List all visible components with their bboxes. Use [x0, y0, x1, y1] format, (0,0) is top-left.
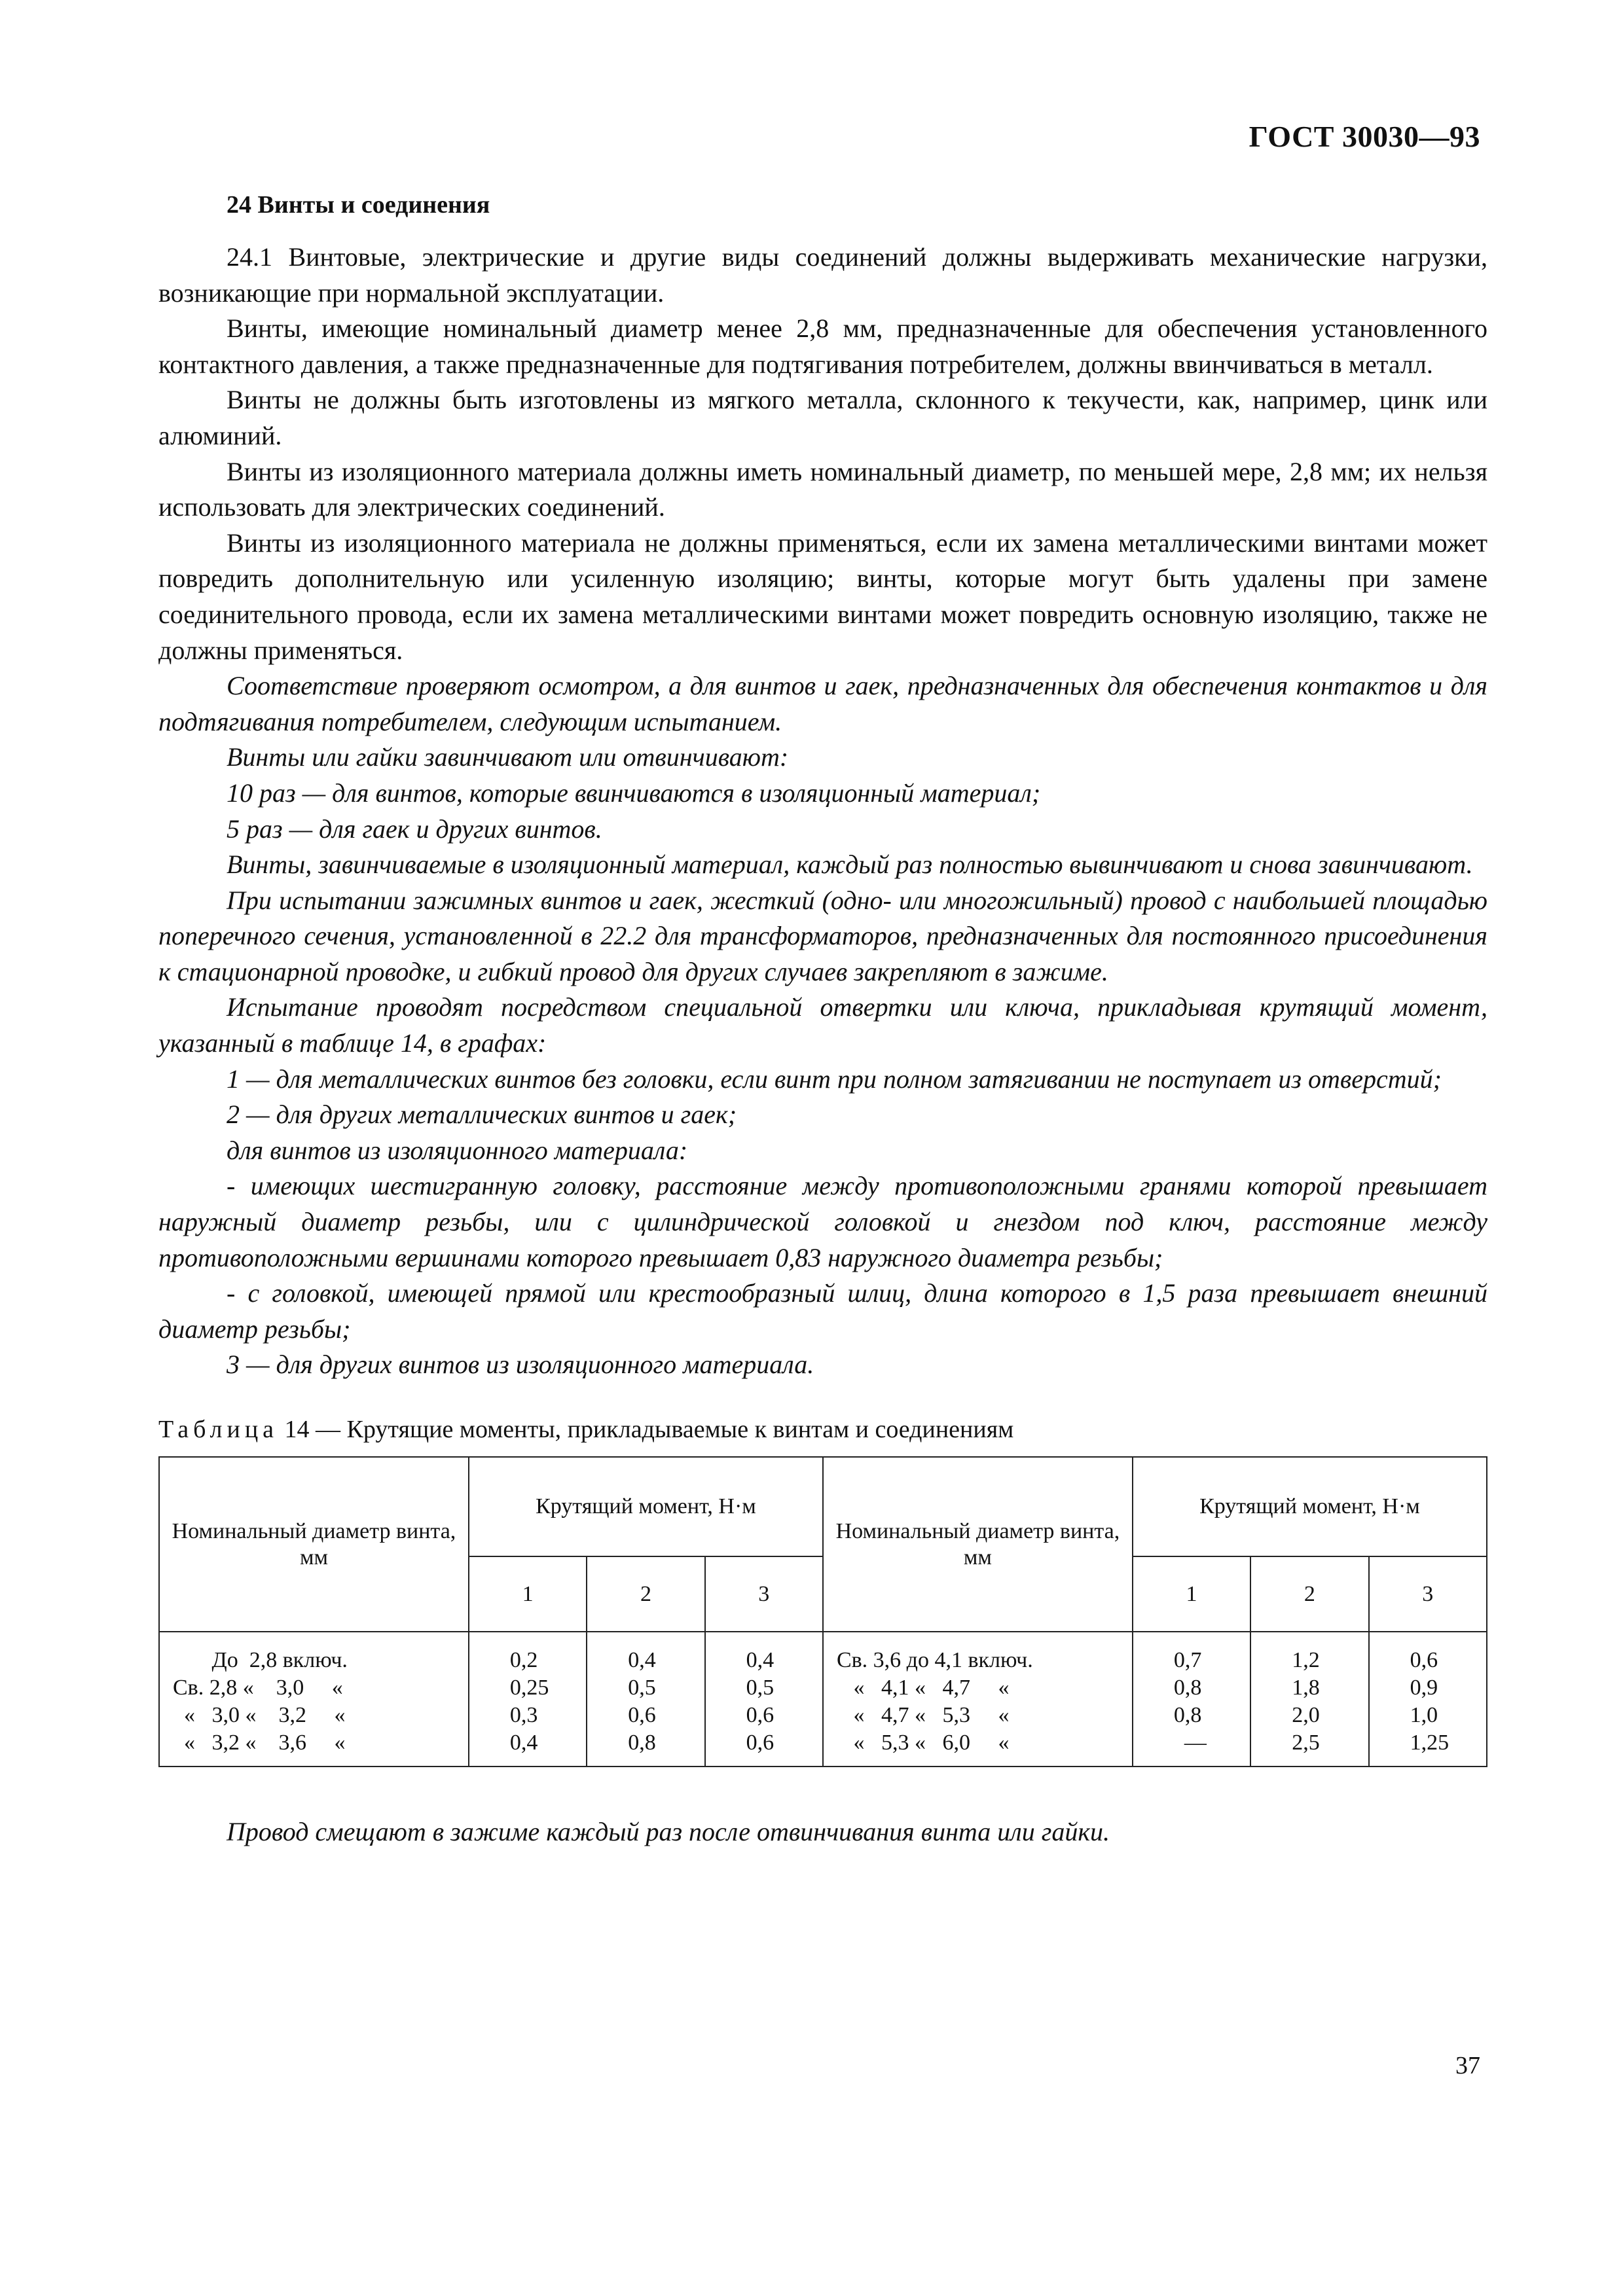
- table-row: [159, 1632, 1487, 1767]
- torque-table: [158, 1456, 1487, 1767]
- paragraph: При испытании зажимных винтов и гаек, жесткий (одно- или многожильный) провод с наибольшей площадью поперечного сечения, установленной в 22.2 для трансформаторов, предназначенных для постоянного присоединения к стационарной проводке, и гибкий провод для других случаев закрепляют в зажиме.: [158, 885, 1487, 986]
- header-col-3: 3: [705, 1556, 823, 1632]
- header-diameter-left: Номинальный диаметр винта, мм: [159, 1457, 469, 1632]
- diameter-value: « 4,7 « 5,3 «: [836, 1703, 1010, 1727]
- page-content: [158, 187, 1487, 1850]
- torque-cell-left-2: [587, 1632, 704, 1767]
- torque-value: 0,4: [509, 1731, 538, 1755]
- torque-value: 1,25: [1410, 1731, 1450, 1755]
- torque-value: 0,5: [628, 1676, 656, 1700]
- footer-note: Провод смещают в зажиме каждый раз после отвинчивания винта или гайки.: [227, 1817, 1110, 1846]
- header-diameter-right: Номинальный диаметр винта, мм: [823, 1457, 1133, 1632]
- table-caption: [158, 1412, 1487, 1447]
- torque-value: 0,9: [1410, 1676, 1438, 1700]
- paragraph: Винты из изоляционного материала должны иметь номинальный диаметр, по меньшей мере, 2,8 мм; их нельзя использовать для электрических соединений.: [158, 456, 1487, 522]
- header-col-2: 2: [587, 1556, 704, 1632]
- paragraph: Винты не должны быть изготовлены из мягкого металла, склонного к текучести, как, например, цинк или алюминий.: [158, 385, 1487, 450]
- paragraph: Винты, завинчиваемые в изоляционный материал, каждый раз полностью вывинчивают и снова завинчивают.: [227, 850, 1473, 880]
- torque-value: 0,25: [509, 1676, 549, 1700]
- paragraph: 2 — для других металлических винтов и гаек;: [227, 1100, 737, 1130]
- header-torque-left: Крутящий момент, Н·м: [469, 1457, 823, 1556]
- torque-value: 0,2: [509, 1648, 538, 1672]
- diameter-value: Св. 2,8 « 3,0 «: [173, 1676, 343, 1700]
- torque-value: 1,2: [1292, 1648, 1320, 1672]
- torque-value: 0,4: [628, 1648, 656, 1672]
- section-title: 24 Винты и соединения: [227, 191, 490, 219]
- torque-value: 0,4: [746, 1648, 775, 1672]
- torque-cell-right-2: [1250, 1632, 1368, 1767]
- torque-value: 0,5: [746, 1676, 775, 1700]
- paragraph: Винты или гайки завинчивают или отвинчивают:: [227, 742, 789, 772]
- paragraph: - с головкой, имеющей прямой или крестообразный шлиц, длина которого в 1,5 раза превышает внешний диаметр резьбы;: [158, 1278, 1487, 1344]
- diameter-cell-right: [823, 1632, 1133, 1767]
- torque-cell-right-1: [1133, 1632, 1250, 1767]
- header-col-1: 1: [1133, 1556, 1250, 1632]
- torque-value: 0,8: [1173, 1703, 1202, 1727]
- diameter-cell-left: [159, 1632, 469, 1767]
- paragraph: 24.1 Винтовые, электрические и другие виды соединений должны выдерживать механические нагрузки, возникающие при нормальной эксплуатации.: [158, 242, 1487, 308]
- torque-value: 1,0: [1410, 1703, 1438, 1727]
- paragraph: Винты из изоляционного материала не должны применяться, если их замена металлическими винтами может повредить дополнительную или усиленную изоляцию; винты, которые могут быть удалены при замене соединительного провода, если их замена металлическими винтами может повредить основную изоляцию, также не должны применяться.: [158, 528, 1487, 665]
- torque-cell-left-3: [705, 1632, 823, 1767]
- header-col-3: 3: [1369, 1556, 1487, 1632]
- torque-value: 0,8: [1173, 1676, 1202, 1700]
- torque-value: 1,8: [1292, 1676, 1320, 1700]
- table-caption-label: Таблица: [158, 1416, 279, 1443]
- torque-value: 0,6: [746, 1703, 775, 1727]
- table-caption-text: 14 — Крутящие моменты, прикладываемые к винтам и соединениям: [278, 1416, 1014, 1443]
- paragraph: 5 раз — для гаек и других винтов.: [227, 814, 602, 844]
- torque-value: 2,0: [1292, 1703, 1320, 1727]
- diameter-value: Св. 3,6 до 4,1 включ.: [836, 1648, 1033, 1672]
- body-text: [158, 240, 1487, 1383]
- paragraph: Винты, имеющие номинальный диаметр менее 2,8 мм, предназначенные для обеспечения установленного контактного давления, а также предназначенные для подтягивания потребителем, должны ввинчиваться в металл.: [158, 314, 1487, 379]
- torque-value: 0,6: [628, 1703, 656, 1727]
- torque-value: 0,8: [628, 1731, 656, 1755]
- paragraph: 3 — для других винтов из изоляционного материала.: [227, 1350, 814, 1380]
- diameter-value: « 5,3 « 6,0 «: [836, 1731, 1010, 1755]
- torque-value: 0,6: [746, 1731, 775, 1755]
- paragraph: Соответствие проверяют осмотром, а для винтов и гаек, предназначенных для обеспечения контактов и для подтягивания потребителем, следующим испытанием.: [158, 671, 1487, 736]
- paragraph: 10 раз — для винтов, которые ввинчиваются в изоляционный материал;: [227, 778, 1041, 808]
- page-number: 37: [1455, 2052, 1480, 2079]
- torque-value: —: [1184, 1731, 1207, 1755]
- header-col-1: 1: [469, 1556, 587, 1632]
- diameter-value: « 3,0 « 3,2 «: [173, 1703, 346, 1727]
- header-col-2: 2: [1250, 1556, 1368, 1632]
- header-torque-right: Крутящий момент, Н·м: [1133, 1457, 1487, 1556]
- paragraph: Испытание проводят посредством специальной отвертки или ключа, прикладывая крутящий момент, указанный в таблице 14, в графах:: [158, 992, 1487, 1058]
- torque-value: 0,3: [509, 1703, 538, 1727]
- torque-cell-right-3: [1369, 1632, 1487, 1767]
- torque-cell-left-1: [469, 1632, 587, 1767]
- paragraph: 1 — для металлических винтов без головки, если винт при полном затягивании не поступает из отверстий;: [227, 1064, 1442, 1094]
- torque-value: 2,5: [1292, 1731, 1320, 1755]
- diameter-value: До 2,8 включ.: [173, 1648, 348, 1672]
- paragraph: - имеющих шестигранную головку, расстояние между противоположными гранями которой превышает наружный диаметр резьбы, или с цилиндрической головкой и гнездом под ключ, расстояние между противоположными вершинами которого превышает 0,83 наружного диаметра резьбы;: [158, 1171, 1487, 1272]
- diameter-value: « 4,1 « 4,7 «: [836, 1676, 1010, 1700]
- torque-value: 0,6: [1410, 1648, 1438, 1672]
- paragraph: для винтов из изоляционного материала:: [227, 1135, 688, 1165]
- torque-value: 0,7: [1173, 1648, 1202, 1672]
- diameter-value: « 3,2 « 3,6 «: [173, 1731, 346, 1755]
- document-code: ГОСТ 30030—93: [1249, 120, 1480, 153]
